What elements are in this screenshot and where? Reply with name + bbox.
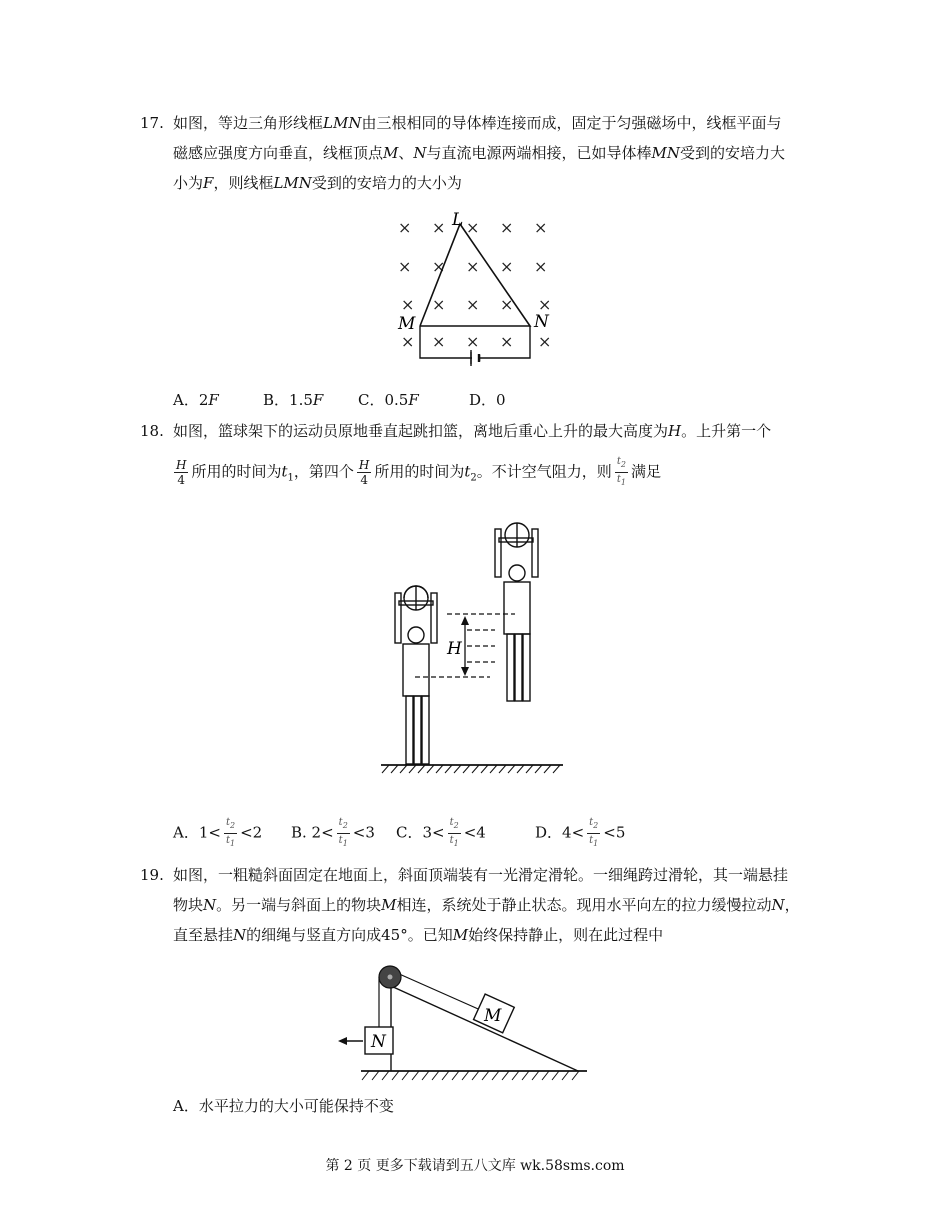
ground-hatch xyxy=(463,765,470,773)
height-H-label: H xyxy=(447,639,462,659)
field-cross-mark: × xyxy=(432,257,446,276)
q18-number: 18. xyxy=(140,422,164,440)
ground-hatch xyxy=(422,1071,429,1080)
ground-hatch xyxy=(452,1071,459,1080)
q18-option-d: D．4< $\frac{t_2}{t_1}$ <5 xyxy=(535,817,626,848)
field-cross-mark: × xyxy=(432,332,446,351)
ratio-t2-over-t1: $\frac{t_2}{t_1}$ xyxy=(616,456,626,487)
field-cross-mark: × xyxy=(432,218,446,237)
q18-basketball-figure xyxy=(375,515,575,775)
ground-hatch xyxy=(382,1071,389,1080)
ground-hatch xyxy=(382,765,389,773)
block-M-label: M xyxy=(484,1006,502,1026)
q17-option-d: D．0 xyxy=(469,391,506,409)
ground-hatch xyxy=(562,1071,569,1080)
q19-line-1: 如图，一粗糙斜面固定在地面上，斜面顶端装有一光滑定滑轮。一细绳跨过滑轮，其一端悬挂 xyxy=(173,866,789,884)
vertex-N-label: N xyxy=(534,312,549,332)
ground-hatch xyxy=(402,1071,409,1080)
q19-line-2: 物块N。另一端与斜面上的物块M相连，系统处于静止状态。现用水平向左的拉力缓慢拉动N， xyxy=(173,896,800,914)
q19-incline-figure xyxy=(335,962,595,1087)
ground-hatch xyxy=(427,765,434,773)
field-cross-mark: × xyxy=(466,257,480,276)
ground-hatch xyxy=(392,1071,399,1080)
q17-option-a: A．2F xyxy=(173,391,219,409)
ground-hatch xyxy=(372,1071,379,1080)
ground-hatch xyxy=(482,1071,489,1080)
q18-line-2: $\frac{H}{4}$ 所用的时间为$t_1$，第四个 $\frac{H}{4}$ 所用的时间为$t_2$。不计空气阻力，则 $\frac{t_2}{t_1}$ 满足 xyxy=(171,455,661,490)
q17-option-b: B．1.5F xyxy=(263,391,324,409)
q17-line-1: 如图，等边三角形线框LMN由三根相同的导体棒连接而成，固定于匀强磁场中，线框平面与 xyxy=(173,114,782,132)
q17-triangle-figure xyxy=(390,205,560,365)
ground-hatch xyxy=(462,1071,469,1080)
field-cross-mark: × xyxy=(500,332,514,351)
field-cross-mark: × xyxy=(466,218,480,237)
field-cross-mark: × xyxy=(398,257,412,276)
field-cross-mark: × xyxy=(500,295,514,314)
q17-option-c: C．0.5F xyxy=(358,391,419,409)
ground-hatch xyxy=(572,1071,579,1080)
ground-hatch xyxy=(445,765,452,773)
field-cross-mark: × xyxy=(534,257,548,276)
ground-hatch xyxy=(362,1071,369,1080)
ground-hatch xyxy=(391,765,398,773)
ground-hatch xyxy=(442,1071,449,1080)
q17-line-3: 小为F，则线框LMN受到的安培力的大小为 xyxy=(173,174,462,192)
ground-hatch xyxy=(499,765,506,773)
field-cross-mark: × xyxy=(538,332,552,351)
field-cross-mark: × xyxy=(432,295,446,314)
ground-hatch xyxy=(418,765,425,773)
ground-hatch xyxy=(517,765,524,773)
field-cross-mark: × xyxy=(500,218,514,237)
ground-hatch xyxy=(490,765,497,773)
field-cross-mark: × xyxy=(538,295,552,314)
field-cross-mark: × xyxy=(466,295,480,314)
block-N-label: N xyxy=(371,1032,386,1052)
ground-hatch xyxy=(542,1071,549,1080)
ground-hatch xyxy=(553,765,560,773)
field-cross-mark: × xyxy=(401,332,415,351)
player-jumping xyxy=(495,523,538,701)
q19-line-3: 直至悬挂N的细绳与竖直方向成45°。已知M始终保持静止，则在此过程中 xyxy=(173,926,664,944)
ground-hatch xyxy=(481,765,488,773)
q18-option-b: B. 2< $\frac{t_2}{t_1}$ <3 xyxy=(291,817,375,848)
ground-hatch xyxy=(409,765,416,773)
field-cross-mark: × xyxy=(500,257,514,276)
ground-hatch xyxy=(512,1071,519,1080)
ground-hatch xyxy=(535,765,542,773)
fraction-h-over-4-second: $\frac{H}{4}$ xyxy=(358,458,370,487)
field-cross-mark: × xyxy=(398,218,412,237)
vertex-M-label: M xyxy=(398,314,416,334)
field-cross-mark: × xyxy=(401,295,415,314)
ground-hatch xyxy=(508,765,515,773)
q19-option-a: A．水平拉力的大小可能保持不变 xyxy=(173,1097,394,1115)
fraction-h-over-4: $\frac{H}{4}$ xyxy=(176,458,187,487)
ground-hatch xyxy=(432,1071,439,1080)
q18-option-a: A．1< $\frac{t_2}{t_1}$ <2 xyxy=(173,817,263,848)
q18-option-c: C．3< $\frac{t_2}{t_1}$ <4 xyxy=(396,817,486,848)
field-cross-mark: × xyxy=(534,218,548,237)
ground-hatch xyxy=(472,1071,479,1080)
ground-hatch xyxy=(552,1071,559,1080)
ground-hatch xyxy=(544,765,551,773)
ground-hatch xyxy=(472,765,479,773)
magnetic-field-crosses xyxy=(398,218,551,351)
ground-hatch xyxy=(526,765,533,773)
ground-hatch xyxy=(436,765,443,773)
q19-number: 19. xyxy=(140,866,164,884)
q17-line-2: 磁感应强度方向垂直，线框顶点M、N与直流电源两端相接，已如导体棒MN受到的安培力大 xyxy=(173,144,786,162)
field-cross-mark: × xyxy=(466,332,480,351)
vertex-L-label: L xyxy=(452,210,464,230)
ground-hatch xyxy=(412,1071,419,1080)
ground-hatch xyxy=(400,765,407,773)
page-footer: 第 2 页 更多下载请到五八文库 wk.58sms.com xyxy=(325,1158,625,1174)
ground-hatch xyxy=(522,1071,529,1080)
ground-hatch xyxy=(454,765,461,773)
ground-hatch xyxy=(492,1071,499,1080)
ground-hatch xyxy=(532,1071,539,1080)
q18-line-1: 如图，篮球架下的运动员原地垂直起跳扣篮，离地后重心上升的最大高度为H。上升第一个 xyxy=(173,422,772,440)
ground-hatch xyxy=(502,1071,509,1080)
player-standing xyxy=(395,586,437,764)
q17-number: 17. xyxy=(140,114,164,132)
